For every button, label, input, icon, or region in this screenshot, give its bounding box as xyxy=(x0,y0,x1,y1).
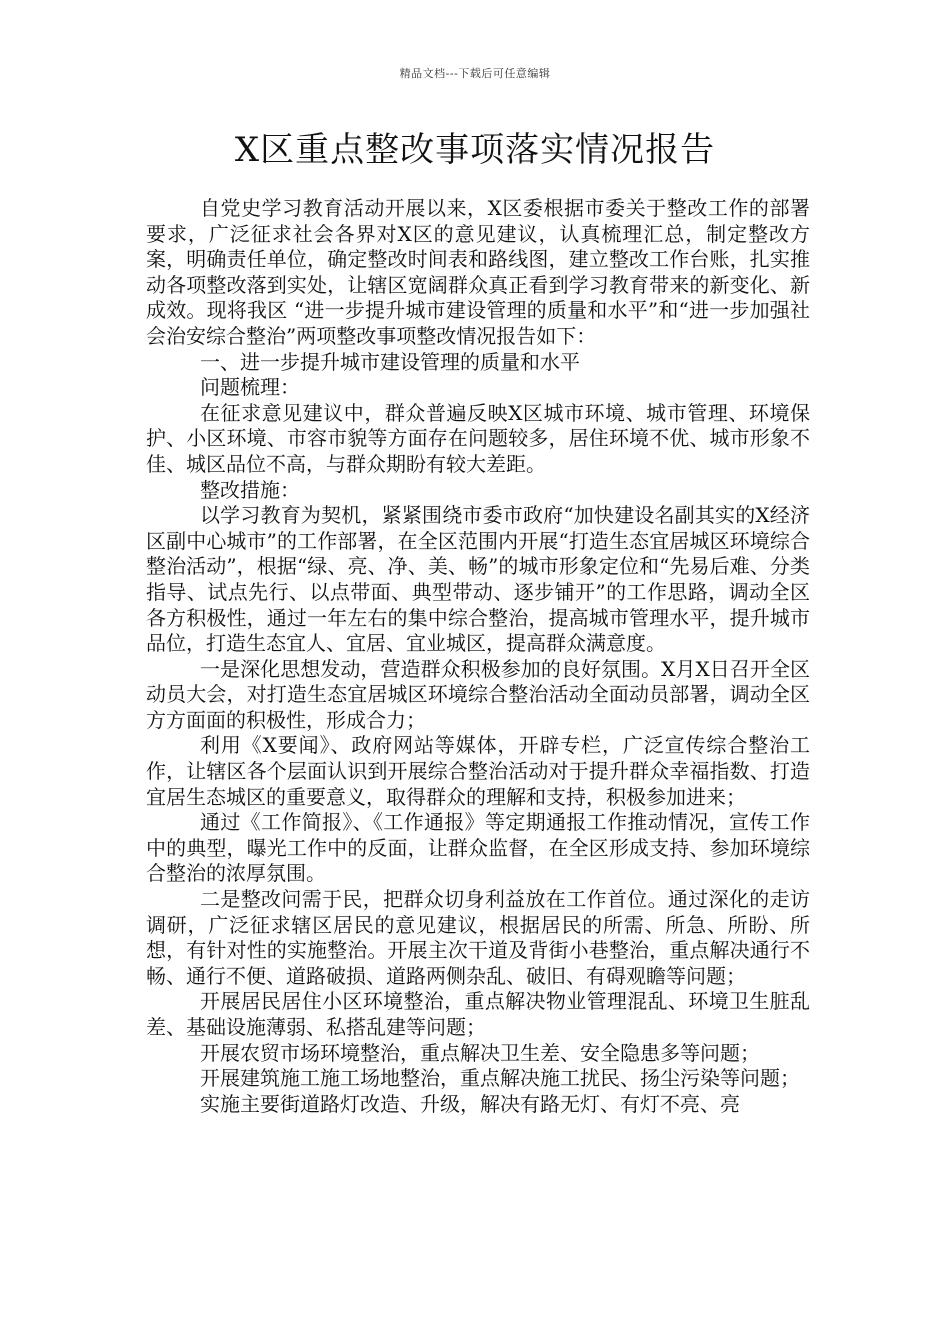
document-title: X区重点整改事项落实情况报告 xyxy=(234,130,716,170)
paragraph: 实施主要街道路灯改造、升级，解决有路无灯、有灯不亮、亮 xyxy=(200,1091,740,1116)
paragraph: 开展居民居住小区环境整治，重点解决物业管理混乱、环境卫生脏乱差、基础设施薄弱、私搭乱建等问题； xyxy=(146,989,810,1039)
page-header: 精品文档---下载后可任意编辑 xyxy=(399,67,551,80)
paragraph: 在征求意见建议中，群众普遍反映X区城市环境、城市管理、环境保护、小区环境、市容市貌等方面存在问题较多，居住环境不优、城市形象不佳、城区品位不高，与群众期盼有较大差距。 xyxy=(146,400,810,476)
document-body xyxy=(146,196,810,1117)
paragraph: 开展建筑施工施工场地整治，重点解决施工扰民、扬尘污染等问题； xyxy=(200,1066,800,1091)
paragraph: 利用《X要闻》、政府网站等媒体，开辟专栏，广泛宣传综合整治工作，让辖区各个层面认识到开展综合整治活动对于提升群众幸福指数、打造宜居生态城区的重要意义，取得群众的理解和支持，积极参加进来； xyxy=(146,733,810,809)
subheading-problems: 问题梳理： xyxy=(200,375,300,400)
paragraph: 开展农贸市场环境整治，重点解决卫生差、安全隐患多等问题； xyxy=(200,1040,760,1065)
subheading-measures: 整改措施： xyxy=(200,477,300,502)
paragraph: 以学习教育为契机，紧紧围绕市委市政府“加快建设名副其实的X经济区副中心城市”的工作部署，在全区范围内开展“打造生态宜居城区环境综合整治活动”，根据“绿、亮、净、美、畅”的城市形象定位和“先易后难、分类指导、试点先行、以点带面、典型带动、逐步铺开”的工作思路，调动全区各方积极性，通过一年左右的集中综合整治，提高城市管理水平，提升城市品位，打造生态宜人、宜居、宜业城区，提高群众满意度。 xyxy=(146,503,810,656)
paragraph: 一是深化思想发动，营造群众积极参加的良好氛围。X月X日召开全区动员大会，对打造生态宜居城区环境综合整治活动全面动员部署，调动全区方方面面的积极性，形成合力； xyxy=(146,656,810,732)
paragraph: 二是整改问需于民，把群众切身利益放在工作首位。通过深化的走访调研，广泛征求辖区居民的意见建议，根据居民的所需、所急、所盼、所想，有针对性的实施整治。开展主次干道及背街小巷整治，重点解决通行不畅、通行不便、道路破损、道路两侧杂乱、破旧、有碍观瞻等问题； xyxy=(146,887,810,988)
section-heading: 一、进一步提升城市建设管理的质量和水平 xyxy=(200,349,580,374)
intro-paragraph: 自党史学习教育活动开展以来，X区委根据市委关于整改工作的部署要求，广泛征求社会各界对X区的意见建议，认真梳理汇总，制定整改方案，明确责任单位，确定整改时间表和路线图，建立整改工作台账，扎实推动各项整改落到实处，让辖区宽阔群众真正看到学习教育带来的新变化、新成效。现将我区 “进一步提升城市建设管理的质量和水平”和“进一步加强社会治安综合整治”两项整改事项整改情况报告如下： xyxy=(146,196,810,348)
paragraph: 通过《工作简报》、《工作通报》等定期通报工作推动情况，宣传工作中的典型，曝光工作中的反面，让群众监督，在全区形成支持、参加环境综合整治的浓厚氛围。 xyxy=(146,810,810,886)
